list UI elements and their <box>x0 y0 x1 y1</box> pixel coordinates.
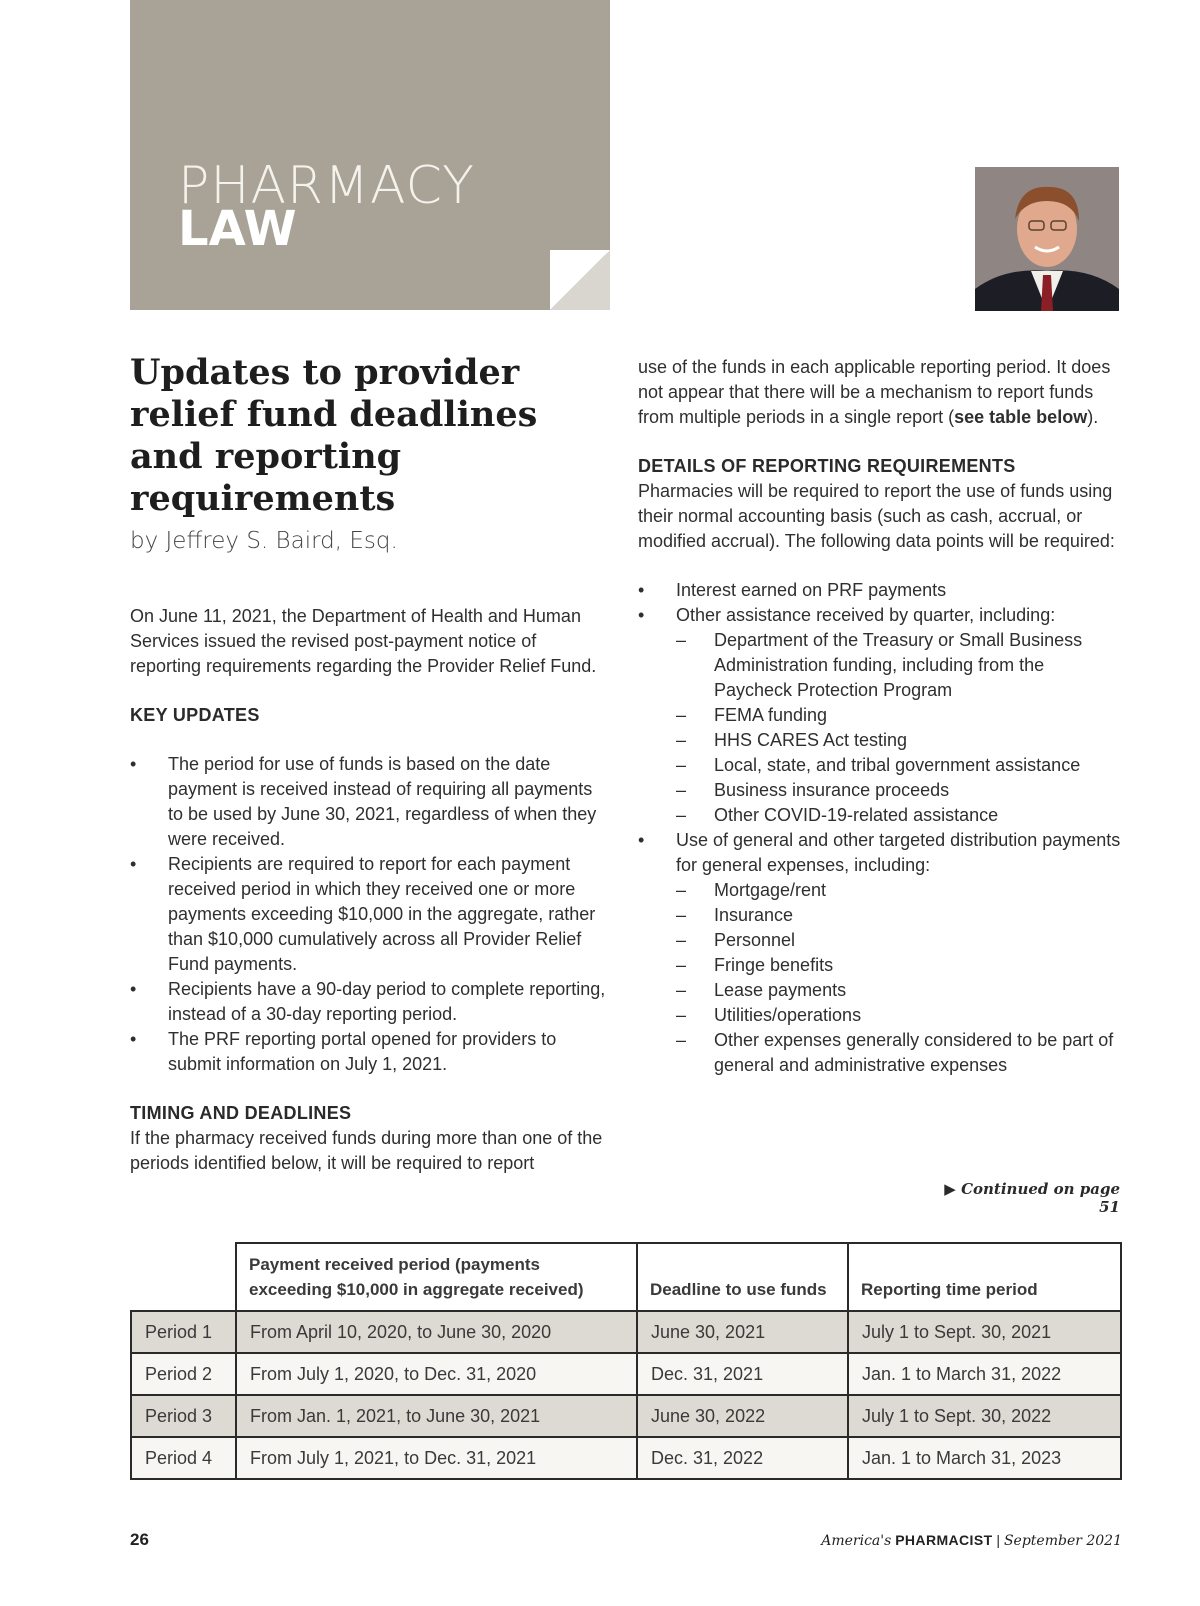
table-cell: From July 1, 2020, to Dec. 31, 2020 <box>236 1353 637 1395</box>
table-cell: June 30, 2021 <box>637 1311 848 1353</box>
list-item: • The period for use of funds is based on the date payment is received instead of requiring all payments to be used by June 30, 2021, regardless of when they were received. <box>130 752 608 852</box>
timing-continuation-text: use of the funds in each applicable reporting period. It does not appear that there will be a mechanism to report funds from multiple periods in a single report ( <box>638 357 1111 427</box>
table-cell: Period 2 <box>131 1353 236 1395</box>
section-banner <box>130 0 610 310</box>
details-heading: DETAILS OF REPORTING REQUIREMENTS <box>638 456 1016 476</box>
continued-link-text: Continued on page 51 <box>961 1180 1120 1216</box>
table-reference: see table below <box>954 407 1088 427</box>
table-cell: From Jan. 1, 2021, to June 30, 2021 <box>236 1395 637 1437</box>
details-list <box>638 578 1122 1078</box>
table-row <box>131 1353 1121 1395</box>
table-cell: Dec. 31, 2021 <box>637 1353 848 1395</box>
key-updates-heading: KEY UPDATES <box>130 705 260 725</box>
table-cell: July 1 to Sept. 30, 2022 <box>848 1395 1121 1437</box>
sub-list-item: – Insurance <box>676 903 1122 928</box>
sub-list-item: – FEMA funding <box>676 703 1122 728</box>
table-cell: June 30, 2022 <box>637 1395 848 1437</box>
sub-list-item: – Fringe benefits <box>676 953 1122 978</box>
page-fold-corner <box>550 250 610 310</box>
list-item <box>638 603 1122 828</box>
table-cell: July 1 to Sept. 30, 2021 <box>848 1311 1121 1353</box>
footer-separator: | <box>996 1532 1001 1548</box>
continued-note[interactable] <box>920 1180 1120 1216</box>
table-header-cell <box>131 1243 236 1311</box>
arrow-right-icon: ▶ <box>944 1180 956 1198</box>
list-item: • Recipients are required to report for each payment received period in which they received one or more payments exceeding $10,000 in the aggregate, rather than $10,000 cumulatively across all Provider Relief Fund payments. <box>130 852 608 977</box>
table-cell: Dec. 31, 2022 <box>637 1437 848 1479</box>
sub-list-item: – HHS CARES Act testing <box>676 728 1122 753</box>
list-item <box>638 578 1122 603</box>
sub-list-item: – Utilities/operations <box>676 1003 1122 1028</box>
publication-prefix: America's <box>821 1533 892 1549</box>
sub-list-item: – Personnel <box>676 928 1122 953</box>
sub-list <box>676 628 1122 828</box>
sub-list <box>676 878 1122 1078</box>
table-cell: From July 1, 2021, to Dec. 31, 2021 <box>236 1437 637 1479</box>
timing-continuation <box>638 355 1122 430</box>
timing-heading: TIMING AND DEADLINES <box>130 1103 352 1123</box>
reporting-periods-table <box>130 1242 1122 1480</box>
sub-list-item: – Business insurance proceeds <box>676 778 1122 803</box>
list-item-text: Interest earned on PRF payments <box>676 580 947 600</box>
table-cell: Period 1 <box>131 1311 236 1353</box>
key-updates-list <box>130 752 608 1077</box>
table-header-cell: Deadline to use funds <box>637 1243 848 1311</box>
left-column <box>130 604 608 1176</box>
sub-list-item: – Other COVID-19-related assistance <box>676 803 1122 828</box>
table-cell: From April 10, 2020, to June 30, 2020 <box>236 1311 637 1353</box>
table-cell: Jan. 1 to March 31, 2023 <box>848 1437 1121 1479</box>
publication-name: PHARMACIST <box>895 1532 993 1548</box>
timing-paragraph: If the pharmacy received funds during more than one of the periods identified below, it will be required to report <box>130 1128 603 1173</box>
table-header-cell: Reporting time period <box>848 1243 1121 1311</box>
section-kicker-bold: LAW <box>178 201 297 257</box>
page-number: 26 <box>130 1530 149 1549</box>
sub-list-item: – Department of the Treasury or Small Business Administration funding, including from the Paycheck Protection Program <box>676 628 1122 703</box>
author-portrait-image <box>975 167 1119 311</box>
table-header-row <box>131 1243 1121 1311</box>
timing-continuation-end: ). <box>1087 407 1099 427</box>
publication-footer <box>821 1532 1122 1549</box>
issue-date: September 2021 <box>1003 1533 1122 1549</box>
sub-list-item: – Local, state, and tribal government assistance <box>676 753 1122 778</box>
list-item <box>638 828 1122 1078</box>
sub-list-item: – Other expenses generally considered to be part of general and administrative expenses <box>676 1028 1122 1078</box>
intro-paragraph: On June 11, 2021, the Department of Health and Human Services issued the revised post-payment notice of reporting requirements regarding the Provider Relief Fund. <box>130 606 597 676</box>
list-item: • The PRF reporting portal opened for providers to submit information on July 1, 2021. <box>130 1027 608 1077</box>
table-header-cell: Payment received period (payments exceeding $10,000 in aggregate received) <box>236 1243 637 1311</box>
table-cell: Period 3 <box>131 1395 236 1437</box>
list-item-text: Use of general and other targeted distribution payments for general expenses, including: <box>676 830 1121 875</box>
list-item: • Recipients have a 90-day period to complete reporting, instead of a 30-day reporting period. <box>130 977 608 1027</box>
table-cell: Jan. 1 to March 31, 2022 <box>848 1353 1121 1395</box>
sub-list-item: – Lease payments <box>676 978 1122 1003</box>
section-kicker-light: PHARMACY <box>178 156 475 216</box>
table-row <box>131 1437 1121 1479</box>
table-cell: Period 4 <box>131 1437 236 1479</box>
article-headline: Updates to provider relief fund deadlines and reporting requirements <box>130 352 538 519</box>
list-item-text: Other assistance received by quarter, including: <box>676 605 1056 625</box>
table-row <box>131 1395 1121 1437</box>
sub-list-item: – Mortgage/rent <box>676 878 1122 903</box>
table-row <box>131 1311 1121 1353</box>
author-photo <box>975 167 1119 311</box>
details-paragraph: Pharmacies will be required to report the use of funds using their normal accounting basis (such as cash, accrual, or modified accrual). The following data points will be required: <box>638 481 1115 551</box>
article-byline: by Jeffrey S. Baird, Esq. <box>130 528 398 554</box>
right-column <box>638 355 1122 1078</box>
